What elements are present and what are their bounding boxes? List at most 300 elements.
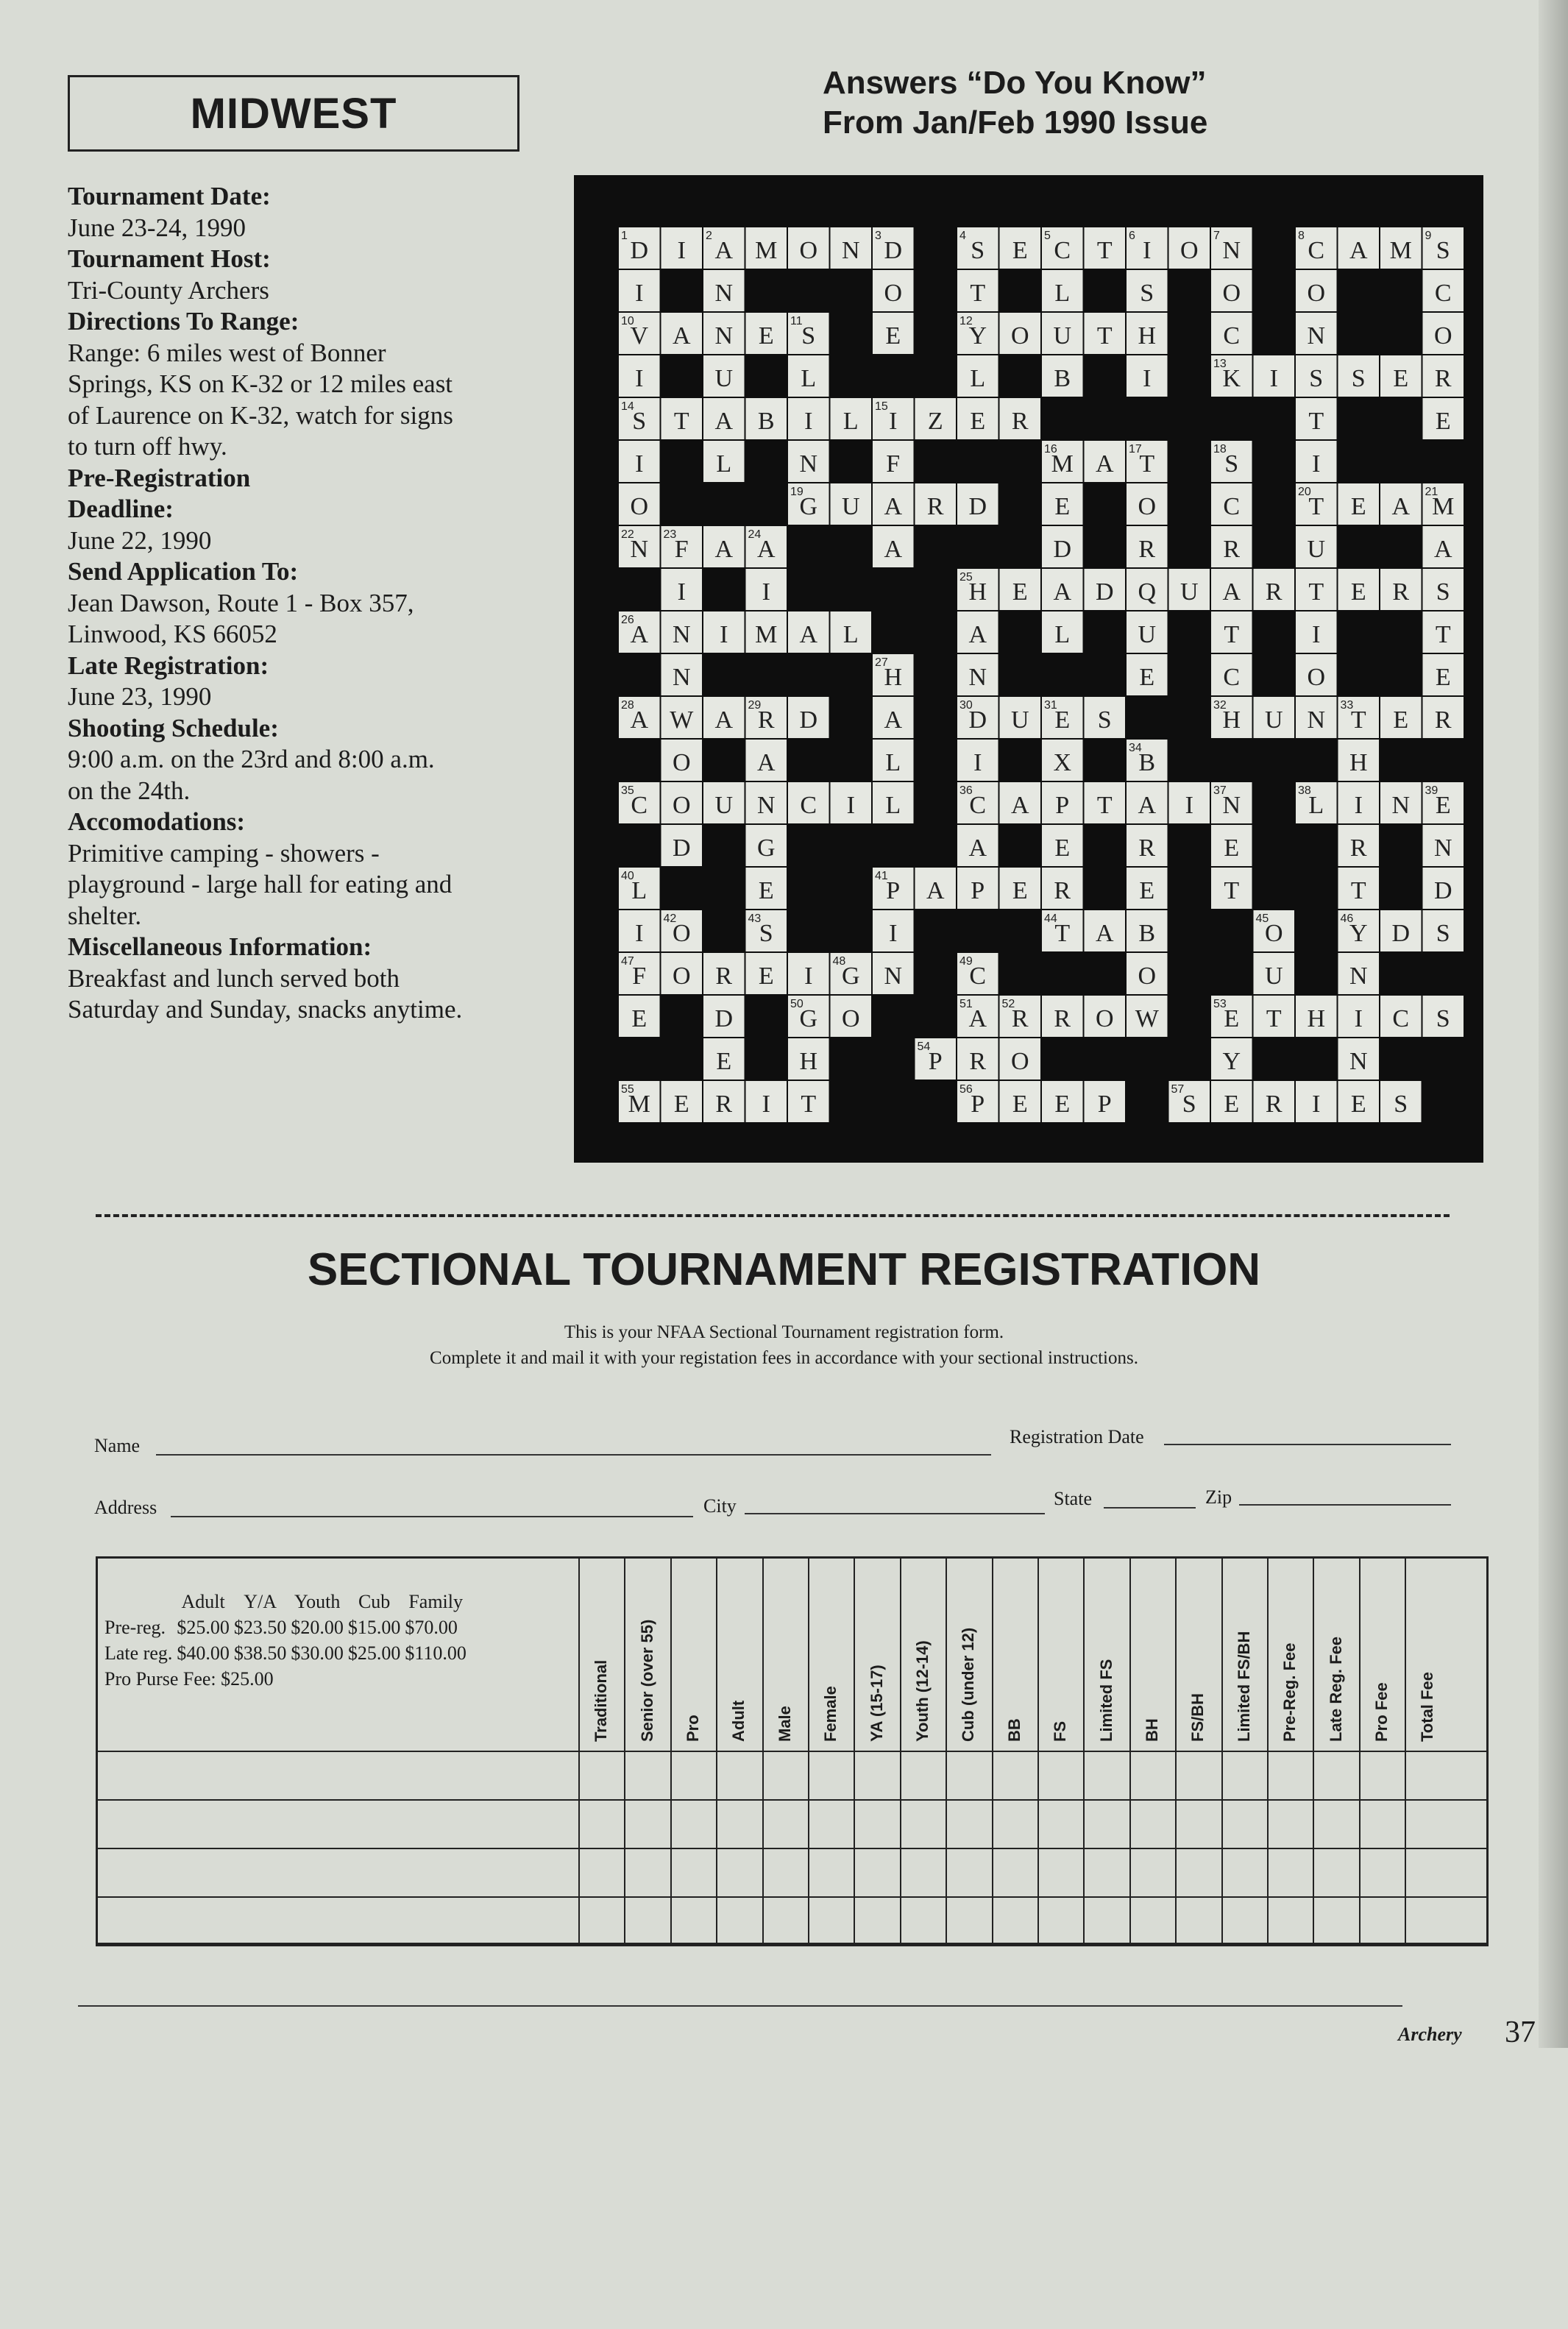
crossword-letter: I <box>804 408 813 435</box>
crossword-cell <box>873 740 914 781</box>
crossword-cell <box>1380 782 1422 823</box>
crossword-letter: T <box>970 280 986 307</box>
crossword-letter: M <box>1051 450 1074 478</box>
state-field[interactable] <box>1104 1507 1196 1509</box>
crossword-cell <box>788 697 829 738</box>
fee-row-label: Late reg. <box>104 1642 173 1664</box>
crossword-letter: S <box>632 408 647 435</box>
crossword-letter: U <box>1138 621 1157 648</box>
crossword-cell <box>746 398 787 439</box>
crossword-letter: Q <box>1138 578 1157 606</box>
column-header <box>578 1556 624 1751</box>
table-row-divider <box>96 1945 1489 1946</box>
fee-header: Y/A <box>244 1591 277 1612</box>
crossword-letter: L <box>1054 621 1071 648</box>
crossword-letter: R <box>1054 877 1071 904</box>
crossword-cell <box>1042 910 1083 951</box>
crossword-cell <box>788 953 829 994</box>
crossword-letter: N <box>714 280 734 307</box>
crossword-clue-number: 17 <box>1129 443 1142 455</box>
column-header-label: Pre-Reg. Fee <box>1280 1642 1299 1742</box>
crossword-cell <box>1042 782 1083 823</box>
fee-value: $25.00 <box>177 1617 230 1638</box>
crossword-cell <box>1380 697 1422 738</box>
crossword-cell <box>1338 825 1380 866</box>
crossword-cell <box>1296 697 1337 738</box>
crossword-cell <box>746 868 787 909</box>
crossword-letter: A <box>756 749 776 776</box>
crossword-letter: U <box>1010 706 1029 734</box>
crossword-cell <box>661 227 703 269</box>
crossword-cell <box>1211 483 1252 525</box>
crossword-cell <box>703 313 745 354</box>
crossword-cell <box>1211 612 1252 653</box>
magazine-name: Archery <box>1398 2024 1462 2045</box>
column-header-label: Adult <box>729 1700 748 1742</box>
crossword-cell <box>957 996 998 1037</box>
crossword-letter: I <box>762 1091 770 1118</box>
crossword-letter: S <box>1436 578 1450 606</box>
crossword-letter: R <box>757 706 775 734</box>
crossword-clue-number: 50 <box>790 998 803 1010</box>
column-header-label: Pro <box>683 1715 702 1742</box>
column-header <box>1083 1556 1129 1751</box>
state-label: State <box>1054 1488 1092 1509</box>
crossword-letter: N <box>630 536 649 563</box>
crossword-cell <box>1211 313 1252 354</box>
fee-header: Youth <box>294 1591 341 1612</box>
crossword-cell <box>1127 483 1168 525</box>
crossword-letter: B <box>1138 749 1156 776</box>
crossword-cell <box>1211 996 1252 1037</box>
crossword-letter: Y <box>1222 1048 1241 1075</box>
crossword-letter: I <box>1312 621 1321 648</box>
crossword-letter: I <box>1354 792 1363 819</box>
crossword-letter: I <box>720 621 728 648</box>
crossword-letter: R <box>1054 1005 1071 1032</box>
crossword-letter: C <box>1054 237 1071 264</box>
crossword-cell <box>619 270 660 311</box>
crossword-cell <box>957 1081 998 1122</box>
crossword-cell <box>661 569 703 610</box>
crossword-letter: K <box>1222 365 1241 392</box>
footer-rule <box>78 2005 1402 2007</box>
info-value: Jean Dawson, Route 1 - Box 357, Linwood, KS 66052 <box>68 588 414 648</box>
crossword-letter: I <box>1143 237 1152 264</box>
crossword-letter: B <box>1138 920 1156 947</box>
crossword-svg <box>574 175 1483 1163</box>
crossword-letter: O <box>1095 1005 1114 1032</box>
crossword-clue-number: 2 <box>706 230 712 242</box>
crossword-letter: O <box>1010 322 1029 350</box>
crossword-cell <box>1127 227 1168 269</box>
crossword-cell <box>619 697 660 738</box>
crossword-letter: E <box>1350 578 1366 606</box>
crossword-cell <box>1085 996 1126 1037</box>
crossword-letter: D <box>1095 578 1114 606</box>
crossword-cell <box>1000 569 1041 610</box>
info-label: Directions To Range: <box>68 307 299 336</box>
crossword-clue-number: 36 <box>959 784 973 797</box>
crossword-letter: L <box>801 365 817 392</box>
column-header <box>670 1556 716 1751</box>
crossword-letter: T <box>1054 920 1071 947</box>
fee-header: Cub <box>358 1591 391 1612</box>
crossword-letter: I <box>1185 792 1193 819</box>
crossword-letter: N <box>1222 792 1241 819</box>
crossword-letter: L <box>1054 280 1071 307</box>
crossword-letter: T <box>1224 621 1240 648</box>
info-label: Miscellaneous Information: <box>68 932 372 961</box>
column-header-label: Male <box>775 1706 794 1742</box>
info-value: June 23, 1990 <box>68 682 212 711</box>
crossword-letter: E <box>1139 664 1155 691</box>
column-header-label: BH <box>1142 1718 1161 1742</box>
crossword-letter: I <box>635 450 644 478</box>
crossword-clue-number: 11 <box>790 315 803 327</box>
crossword-cell <box>957 697 998 738</box>
crossword-letter: F <box>674 536 689 563</box>
crossword-letter: H <box>1222 706 1241 734</box>
info-label: Accomodations: <box>68 807 246 836</box>
crossword-letter: D <box>968 706 987 734</box>
crossword-cell <box>1211 227 1252 269</box>
fee-row-label: Pre-reg. <box>104 1617 166 1638</box>
pro-purse-fee: Pro Purse Fee: $25.00 <box>104 1668 274 1690</box>
info-label: Shooting Schedule: <box>68 713 279 742</box>
crossword-cell <box>1338 782 1380 823</box>
fee-header: Family <box>408 1591 463 1612</box>
crossword-letter: C <box>1434 280 1452 307</box>
crossword-letter: R <box>1392 578 1410 606</box>
crossword-clue-number: 15 <box>875 400 888 413</box>
column-header <box>1129 1556 1175 1751</box>
crossword-cell <box>1296 996 1337 1037</box>
registration-table <box>96 1556 1489 2329</box>
crossword-letter: A <box>630 621 649 648</box>
address-label: Address <box>94 1497 157 1518</box>
crossword-cell <box>661 526 703 567</box>
crossword-letter: E <box>673 1091 689 1118</box>
crossword-cell <box>1127 654 1168 695</box>
column-header-label: Senior (over 55) <box>637 1619 656 1742</box>
crossword-cell <box>746 1081 787 1122</box>
registration-title: SECTIONAL TOURNAMENT REGISTRATION <box>307 1244 1261 1295</box>
crossword-letter: L <box>885 749 901 776</box>
crossword-letter: I <box>635 365 644 392</box>
crossword-letter: W <box>1135 1005 1159 1032</box>
crossword-letter: A <box>714 536 734 563</box>
crossword-cell <box>1000 1038 1041 1080</box>
crossword-letter: A <box>1138 792 1157 819</box>
column-header <box>624 1556 670 1751</box>
crossword-letter: S <box>1436 920 1450 947</box>
crossword-clue-number: 34 <box>1129 742 1142 754</box>
crossword-cell <box>873 441 914 482</box>
crossword-cell <box>703 782 745 823</box>
crossword-cell <box>619 483 660 525</box>
crossword-cell <box>957 868 998 909</box>
crossword-letter: G <box>841 963 860 990</box>
crossword-letter: O <box>672 920 691 947</box>
crossword-cell <box>746 612 787 653</box>
crossword-letter: S <box>1224 450 1239 478</box>
crossword-cell <box>661 1081 703 1122</box>
name-field[interactable] <box>156 1454 991 1456</box>
crossword-letter: I <box>973 749 982 776</box>
info-value: Breakfast and lunch served both Saturday and Sunday, snacks anytime. <box>68 963 463 1024</box>
crossword-clue-number: 45 <box>1255 912 1269 925</box>
crossword-letter: H <box>1349 749 1368 776</box>
crossword-clue-number: 13 <box>1213 358 1227 370</box>
crossword-cell <box>1042 569 1083 610</box>
crossword-clue-number: 12 <box>959 315 973 327</box>
crossword-letter: S <box>1436 1005 1450 1032</box>
crossword-cell <box>873 910 914 951</box>
crossword-cell <box>1042 483 1083 525</box>
crossword-letter: E <box>1012 578 1028 606</box>
crossword-letter: P <box>928 1048 943 1075</box>
fee-value: $30.00 <box>291 1642 344 1664</box>
crossword-letter: A <box>1391 493 1411 520</box>
crossword-letter: U <box>841 493 860 520</box>
crossword-cell <box>1085 782 1126 823</box>
crossword-letter: D <box>714 1005 734 1032</box>
crossword-cell <box>957 398 998 439</box>
crossword-cell <box>831 483 872 525</box>
crossword-cell <box>831 953 872 994</box>
crossword-letter: T <box>1308 578 1324 606</box>
column-header-label: YA (15-17) <box>867 1665 886 1742</box>
crossword-cell <box>1296 483 1337 525</box>
crossword-letter: E <box>1393 365 1409 392</box>
crossword-letter: R <box>1265 578 1283 606</box>
crossword-letter: P <box>1055 792 1070 819</box>
crossword-letter: E <box>758 322 774 350</box>
column-header-label: Female <box>821 1686 840 1742</box>
crossword-cell <box>957 740 998 781</box>
column-header-label: Traditional <box>592 1659 611 1742</box>
crossword-cell <box>1380 1081 1422 1122</box>
fee-value: $20.00 <box>291 1617 344 1638</box>
crossword-cell <box>661 782 703 823</box>
crossword-cell <box>1042 825 1083 866</box>
column-header <box>992 1556 1037 1751</box>
crossword-letter: U <box>1053 322 1072 350</box>
column-header <box>808 1556 854 1751</box>
registration-instructions: Complete it and mail it with your registation fees in accordance with your sectional instructions. <box>430 1348 1138 1368</box>
column-header-label: Limited FS/BH <box>1234 1631 1253 1742</box>
table-row-divider <box>96 1896 1489 1898</box>
crossword-letter: P <box>971 1091 985 1118</box>
crossword-letter: M <box>1432 493 1455 520</box>
column-header-label: Youth (12-14) <box>912 1640 932 1742</box>
crossword-letter: C <box>1223 493 1241 520</box>
crossword-clue-number: 3 <box>875 230 881 242</box>
crossword-cell <box>873 227 914 269</box>
registration-subtitle: This is your NFAA Sectional Tournament registration form. <box>564 1322 1004 1342</box>
crossword-cell <box>1296 313 1337 354</box>
crossword-cell <box>1127 526 1168 567</box>
crossword-letter: T <box>1350 706 1366 734</box>
crossword-letter: I <box>762 578 770 606</box>
crossword-letter: B <box>1054 365 1071 392</box>
crossword-clue-number: 48 <box>832 955 846 968</box>
crossword-letter: C <box>969 963 987 990</box>
crossword-clue-number: 18 <box>1213 443 1227 455</box>
crossword-clue-number: 25 <box>959 571 973 584</box>
name-label: Name <box>94 1435 141 1456</box>
crossword-cell <box>1127 612 1168 653</box>
fee-value: $38.50 <box>233 1642 287 1664</box>
registration-date-field[interactable] <box>1164 1444 1451 1445</box>
address-field[interactable] <box>171 1516 693 1517</box>
crossword-letter: T <box>1308 493 1324 520</box>
crossword-letter: U <box>1264 706 1283 734</box>
crossword-cell <box>1423 398 1464 439</box>
crossword-cell <box>831 612 872 653</box>
crossword-clue-number: 43 <box>748 912 762 925</box>
crossword-cell <box>1296 526 1337 567</box>
crossword-letter: U <box>1307 536 1326 563</box>
crossword-cell <box>1042 740 1083 781</box>
crossword-cell <box>1211 697 1252 738</box>
crossword-letter: E <box>1224 1005 1240 1032</box>
crossword-letter: E <box>1224 1091 1240 1118</box>
crossword-letter: U <box>714 792 734 819</box>
crossword-clue-number: 54 <box>917 1041 931 1053</box>
fee-value: $110.00 <box>405 1642 467 1664</box>
info-value: Tri-County Archers <box>68 275 269 305</box>
crossword-clue-number: 38 <box>1298 784 1311 797</box>
crossword-cell <box>1169 569 1210 610</box>
crossword-letter: H <box>1138 322 1157 350</box>
crossword-cell <box>619 441 660 482</box>
crossword-cell <box>703 697 745 738</box>
crossword-letter: D <box>1053 536 1072 563</box>
info-value: Range: 6 miles west of Bonner Springs, KS on K-32 or 12 miles east of Laurence on K-32, watch for signs to turn off hwy. <box>68 338 453 461</box>
crossword-letter: O <box>1264 920 1283 947</box>
crossword-letter: R <box>1011 1005 1029 1032</box>
crossword-cell <box>788 355 829 397</box>
crossword-letter: E <box>631 1005 648 1032</box>
crossword-cell <box>619 782 660 823</box>
crossword-letter: U <box>1179 578 1199 606</box>
crossword-letter: N <box>1307 322 1326 350</box>
crossword-clue-number: 35 <box>621 784 634 797</box>
crossword-cell <box>1127 868 1168 909</box>
crossword-cell <box>746 953 787 994</box>
crossword-cell <box>746 825 787 866</box>
crossword-letter: A <box>968 834 987 862</box>
crossword-letter: R <box>1349 834 1367 862</box>
crossword-letter: W <box>670 706 694 734</box>
crossword-letter: C <box>1223 664 1241 691</box>
crossword-letter: E <box>1350 1091 1366 1118</box>
crossword-cell <box>1296 270 1337 311</box>
crossword-letter: A <box>926 877 945 904</box>
zip-field[interactable] <box>1239 1504 1451 1506</box>
crossword-letter: R <box>1138 834 1156 862</box>
crossword-letter: E <box>1393 706 1409 734</box>
crossword-letter: N <box>1433 834 1452 862</box>
crossword-cell <box>1127 313 1168 354</box>
crossword-cell <box>661 697 703 738</box>
crossword-cell <box>1423 654 1464 695</box>
crossword-cell <box>788 313 829 354</box>
crossword-cell <box>788 398 829 439</box>
crossword-cell <box>1211 441 1252 482</box>
crossword-cell <box>1042 612 1083 653</box>
crossword-letter: U <box>1264 963 1283 990</box>
crossword-cell <box>957 782 998 823</box>
crossword-cell <box>1423 227 1464 269</box>
crossword-clue-number: 41 <box>875 870 888 882</box>
crossword-letter: A <box>1010 792 1029 819</box>
answers-heading-line1: Answers “Do You Know” <box>823 65 1207 101</box>
crossword-letter: X <box>1053 749 1072 776</box>
crossword-clue-number: 26 <box>621 614 634 626</box>
crossword-letter: A <box>1349 237 1368 264</box>
crossword-letter: E <box>716 1048 732 1075</box>
crossword-cell <box>1211 526 1252 567</box>
crossword-clue-number: 27 <box>875 656 888 669</box>
crossword-letter: I <box>677 237 686 264</box>
crossword-cell <box>1085 313 1126 354</box>
crossword-cell <box>1423 526 1464 567</box>
crossword-cell <box>1296 398 1337 439</box>
crossword-letter: E <box>1224 834 1240 862</box>
column-header-label: FS/BH <box>1188 1693 1207 1742</box>
crossword-cell <box>703 355 745 397</box>
crossword-cell <box>957 270 998 311</box>
crossword-cell <box>1380 910 1422 951</box>
fee-schedule <box>104 1589 471 1692</box>
crossword-letter: T <box>673 408 689 435</box>
crossword-letter: A <box>1095 450 1114 478</box>
table-row-divider <box>96 1751 1489 1752</box>
crossword-letter: O <box>672 963 691 990</box>
crossword-cell <box>957 483 998 525</box>
crossword-letter: D <box>884 237 903 264</box>
crossword-cell <box>1423 270 1464 311</box>
crossword-cell <box>1296 612 1337 653</box>
crossword-letter: O <box>799 237 818 264</box>
info-label: Send Application To: <box>68 557 299 586</box>
city-field[interactable] <box>745 1513 1045 1514</box>
crossword-cell <box>1169 782 1210 823</box>
crossword-cell <box>1380 569 1422 610</box>
crossword-letter: E <box>1139 877 1155 904</box>
crossword-cell <box>619 996 660 1037</box>
crossword-letter: T <box>801 1091 817 1118</box>
crossword-cell <box>788 612 829 653</box>
crossword-cell <box>1000 868 1041 909</box>
crossword-cell <box>1423 996 1464 1037</box>
column-header-label: Cub (under 12) <box>959 1627 978 1742</box>
crossword-cell <box>746 313 787 354</box>
crossword-letter: O <box>1222 280 1241 307</box>
crossword-letter: A <box>756 536 776 563</box>
crossword-cell <box>873 270 914 311</box>
crossword-letter: P <box>1097 1091 1112 1118</box>
crossword-cell <box>746 782 787 823</box>
crossword-cell <box>957 355 998 397</box>
crossword-letter: R <box>1138 536 1156 563</box>
crossword-clue-number: 57 <box>1171 1083 1185 1096</box>
crossword-cell <box>1042 526 1083 567</box>
crossword-letter: D <box>630 237 649 264</box>
